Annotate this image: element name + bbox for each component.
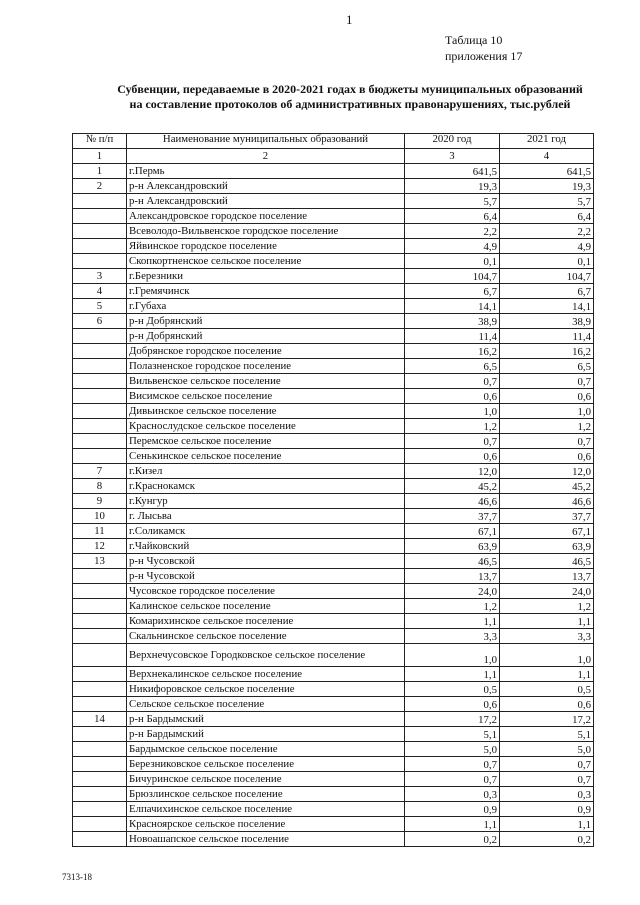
table-row	[73, 832, 594, 847]
municipality-name-cell: Бичуринское сельское поселение	[127, 772, 405, 787]
table-row	[73, 284, 594, 299]
municipality-name-cell: Краснослудское сельское поселение	[127, 419, 405, 434]
table-row	[73, 194, 594, 209]
table-row	[73, 727, 594, 742]
municipality-name-cell: Яйвинское городское поселение	[127, 239, 405, 254]
value-2021-cell: 1,0	[500, 404, 594, 419]
municipality-name-cell: Калинское сельское поселение	[127, 599, 405, 614]
municipality-name-cell: Чусовское городское поселение	[127, 584, 405, 599]
table-row	[73, 359, 594, 374]
table-row	[73, 494, 594, 509]
value-2020-cell: 0,7	[405, 434, 500, 449]
row-number-cell	[73, 344, 127, 359]
value-2020-cell: 1,0	[405, 644, 500, 667]
value-2020-cell: 1,0	[405, 404, 500, 419]
table-body	[73, 164, 594, 847]
value-2021-cell: 0,2	[500, 832, 594, 847]
municipality-name-cell: р-н Добрянский	[127, 329, 405, 344]
value-2021-cell: 0,3	[500, 787, 594, 802]
value-2020-cell: 0,7	[405, 772, 500, 787]
row-number-cell	[73, 757, 127, 772]
row-number-cell: 10	[73, 509, 127, 524]
table-row	[73, 614, 594, 629]
value-2020-cell: 24,0	[405, 584, 500, 599]
municipality-name-cell: г.Соликамск	[127, 524, 405, 539]
municipality-name-cell: Сельское сельское поселение	[127, 697, 405, 712]
value-2020-cell: 6,7	[405, 284, 500, 299]
municipality-name-cell: Брюзлинское сельское поселение	[127, 787, 405, 802]
value-2020-cell: 37,7	[405, 509, 500, 524]
row-number-cell	[73, 359, 127, 374]
municipality-name-cell: Всеволодо-Вильвенское городское поселение	[127, 224, 405, 239]
row-number-cell	[73, 697, 127, 712]
municipality-name-cell: г.Пермь	[127, 164, 405, 179]
value-2021-cell: 5,0	[500, 742, 594, 757]
table-row	[73, 329, 594, 344]
table-row	[73, 374, 594, 389]
table-row	[73, 464, 594, 479]
municipality-name-cell: г.Губаха	[127, 299, 405, 314]
document-title-line1: Субвенции, передаваемые в 2020-2021 годах в бюджеты муниципальных образований	[117, 82, 583, 96]
municipality-name-cell: Верхнекалинское сельское поселение	[127, 667, 405, 682]
value-2021-cell: 17,2	[500, 712, 594, 727]
table-row	[73, 742, 594, 757]
row-number-cell	[73, 787, 127, 802]
value-2021-cell: 45,2	[500, 479, 594, 494]
table-row	[73, 644, 594, 667]
row-number-cell	[73, 404, 127, 419]
value-2020-cell: 641,5	[405, 164, 500, 179]
header-2020: 2020 год	[405, 134, 500, 149]
row-number-cell	[73, 209, 127, 224]
table-row	[73, 224, 594, 239]
municipality-name-cell: Добрянское городское поселение	[127, 344, 405, 359]
value-2020-cell: 19,3	[405, 179, 500, 194]
row-number-cell	[73, 329, 127, 344]
municipality-name-cell: р-н Добрянский	[127, 314, 405, 329]
table-row	[73, 554, 594, 569]
value-2020-cell: 0,7	[405, 757, 500, 772]
row-number-cell: 13	[73, 554, 127, 569]
table-row	[73, 802, 594, 817]
value-2020-cell: 104,7	[405, 269, 500, 284]
value-2021-cell: 12,0	[500, 464, 594, 479]
value-2021-cell: 37,7	[500, 509, 594, 524]
value-2021-cell: 1,1	[500, 817, 594, 832]
page-number: 1	[346, 12, 353, 27]
row-number-cell: 14	[73, 712, 127, 727]
value-2021-cell: 0,9	[500, 802, 594, 817]
value-2021-cell: 0,7	[500, 374, 594, 389]
municipality-name-cell: Вильвенское сельское поселение	[127, 374, 405, 389]
table-row	[73, 209, 594, 224]
table-row	[73, 314, 594, 329]
value-2020-cell: 3,3	[405, 629, 500, 644]
table-reference	[445, 32, 522, 64]
table-row	[73, 787, 594, 802]
table-row	[73, 434, 594, 449]
value-2020-cell: 11,4	[405, 329, 500, 344]
row-number-cell	[73, 254, 127, 269]
value-2021-cell: 641,5	[500, 164, 594, 179]
row-number-cell	[73, 569, 127, 584]
column-number: 2	[127, 149, 405, 164]
value-2021-cell: 6,4	[500, 209, 594, 224]
row-number-cell	[73, 644, 127, 667]
table-row	[73, 629, 594, 644]
table-row	[73, 269, 594, 284]
value-2020-cell: 0,2	[405, 832, 500, 847]
row-number-cell	[73, 742, 127, 757]
row-number-cell	[73, 832, 127, 847]
value-2020-cell: 16,2	[405, 344, 500, 359]
value-2020-cell: 14,1	[405, 299, 500, 314]
municipality-name-cell: Висимское сельское поселение	[127, 389, 405, 404]
value-2021-cell: 38,9	[500, 314, 594, 329]
table-row	[73, 712, 594, 727]
municipality-name-cell: Александровское городское поселение	[127, 209, 405, 224]
value-2021-cell: 6,5	[500, 359, 594, 374]
municipality-name-cell: Сенькинское сельское поселение	[127, 449, 405, 464]
value-2020-cell: 17,2	[405, 712, 500, 727]
row-number-cell	[73, 802, 127, 817]
municipality-name-cell: Новоашапское сельское поселение	[127, 832, 405, 847]
value-2020-cell: 0,7	[405, 374, 500, 389]
value-2021-cell: 0,1	[500, 254, 594, 269]
row-number-cell	[73, 682, 127, 697]
row-number-cell	[73, 434, 127, 449]
row-number-cell	[73, 772, 127, 787]
table-row	[73, 697, 594, 712]
row-number-cell	[73, 194, 127, 209]
value-2021-cell: 46,5	[500, 554, 594, 569]
municipality-name-cell: Красноярское сельское поселение	[127, 817, 405, 832]
row-number-cell: 3	[73, 269, 127, 284]
row-number-cell	[73, 374, 127, 389]
table-row	[73, 164, 594, 179]
header-2021: 2021 год	[500, 134, 594, 149]
municipality-name-cell: Березниковское сельское поселение	[127, 757, 405, 772]
value-2020-cell: 0,3	[405, 787, 500, 802]
value-2020-cell: 6,5	[405, 359, 500, 374]
value-2020-cell: 1,1	[405, 817, 500, 832]
value-2021-cell: 1,1	[500, 667, 594, 682]
row-number-cell	[73, 224, 127, 239]
column-number: 1	[73, 149, 127, 164]
municipality-name-cell: р-н Бардымский	[127, 727, 405, 742]
municipality-name-cell: р-н Александровский	[127, 194, 405, 209]
value-2020-cell: 1,2	[405, 419, 500, 434]
table-row	[73, 449, 594, 464]
table-row	[73, 757, 594, 772]
row-number-cell	[73, 584, 127, 599]
document-title-line2: на составление протоколов об административных правонарушениях, тыс.рублей	[129, 97, 571, 111]
table-header-row	[73, 134, 594, 149]
value-2020-cell: 46,6	[405, 494, 500, 509]
value-2020-cell: 0,6	[405, 389, 500, 404]
row-number-cell: 7	[73, 464, 127, 479]
column-numbers-row	[73, 149, 594, 164]
row-number-cell	[73, 419, 127, 434]
table-row	[73, 509, 594, 524]
value-2020-cell: 5,1	[405, 727, 500, 742]
value-2021-cell: 63,9	[500, 539, 594, 554]
municipality-name-cell: г. Лысьва	[127, 509, 405, 524]
municipality-name-cell: р-н Чусовской	[127, 569, 405, 584]
row-number-cell: 9	[73, 494, 127, 509]
municipality-name-cell: р-н Чусовской	[127, 554, 405, 569]
municipality-name-cell: г.Чайковский	[127, 539, 405, 554]
value-2021-cell: 46,6	[500, 494, 594, 509]
value-2021-cell: 24,0	[500, 584, 594, 599]
row-number-cell: 11	[73, 524, 127, 539]
value-2020-cell: 5,7	[405, 194, 500, 209]
value-2020-cell: 63,9	[405, 539, 500, 554]
value-2021-cell: 2,2	[500, 224, 594, 239]
value-2021-cell: 0,5	[500, 682, 594, 697]
table-row	[73, 599, 594, 614]
value-2020-cell: 13,7	[405, 569, 500, 584]
value-2021-cell: 0,7	[500, 772, 594, 787]
value-2021-cell: 11,4	[500, 329, 594, 344]
value-2021-cell: 16,2	[500, 344, 594, 359]
row-number-cell	[73, 599, 127, 614]
value-2021-cell: 3,3	[500, 629, 594, 644]
value-2020-cell: 5,0	[405, 742, 500, 757]
value-2020-cell: 38,9	[405, 314, 500, 329]
table-row	[73, 479, 594, 494]
row-number-cell: 2	[73, 179, 127, 194]
document-title	[60, 82, 640, 112]
value-2020-cell: 46,5	[405, 554, 500, 569]
value-2021-cell: 0,6	[500, 389, 594, 404]
municipality-name-cell: г.Березники	[127, 269, 405, 284]
value-2020-cell: 1,1	[405, 667, 500, 682]
table-row	[73, 299, 594, 314]
row-number-cell: 4	[73, 284, 127, 299]
table-row	[73, 772, 594, 787]
column-number: 4	[500, 149, 594, 164]
value-2020-cell: 0,1	[405, 254, 500, 269]
value-2020-cell: 0,9	[405, 802, 500, 817]
municipality-name-cell: Бардымское сельское поселение	[127, 742, 405, 757]
row-number-cell	[73, 629, 127, 644]
municipality-name-cell: Скопкортненское сельское поселение	[127, 254, 405, 269]
municipality-name-cell: р-н Александровский	[127, 179, 405, 194]
row-number-cell	[73, 389, 127, 404]
table-row	[73, 667, 594, 682]
value-2021-cell: 0,7	[500, 434, 594, 449]
table-row	[73, 239, 594, 254]
row-number-cell: 5	[73, 299, 127, 314]
header-number: № п/п	[73, 134, 127, 149]
table-row	[73, 344, 594, 359]
value-2021-cell: 5,1	[500, 727, 594, 742]
municipality-name-cell: Перемское сельское поселение	[127, 434, 405, 449]
municipality-name-cell: Комарихинское сельское поселение	[127, 614, 405, 629]
value-2020-cell: 2,2	[405, 224, 500, 239]
value-2020-cell: 4,9	[405, 239, 500, 254]
municipality-name-cell: Скальнинское сельское поселение	[127, 629, 405, 644]
table-row	[73, 524, 594, 539]
value-2020-cell: 0,5	[405, 682, 500, 697]
value-2021-cell: 1,2	[500, 599, 594, 614]
value-2021-cell: 0,7	[500, 757, 594, 772]
value-2021-cell: 0,6	[500, 697, 594, 712]
row-number-cell: 6	[73, 314, 127, 329]
value-2020-cell: 45,2	[405, 479, 500, 494]
row-number-cell	[73, 239, 127, 254]
table-row	[73, 404, 594, 419]
municipality-name-cell: Полазненское городское поселение	[127, 359, 405, 374]
row-number-cell	[73, 727, 127, 742]
subsidy-table	[72, 133, 594, 847]
row-number-cell	[73, 667, 127, 682]
row-number-cell	[73, 614, 127, 629]
municipality-name-cell: г.Кунгур	[127, 494, 405, 509]
table-row	[73, 682, 594, 697]
value-2021-cell: 13,7	[500, 569, 594, 584]
value-2021-cell: 104,7	[500, 269, 594, 284]
table-row	[73, 179, 594, 194]
municipality-name-cell: Верхнечусовское Городковское сельское поселение	[127, 644, 405, 667]
municipality-name-cell: Дивьинское сельское поселение	[127, 404, 405, 419]
value-2021-cell: 14,1	[500, 299, 594, 314]
row-number-cell	[73, 817, 127, 832]
table-row	[73, 539, 594, 554]
value-2021-cell: 5,7	[500, 194, 594, 209]
row-number-cell: 1	[73, 164, 127, 179]
row-number-cell: 8	[73, 479, 127, 494]
value-2020-cell: 0,6	[405, 697, 500, 712]
table-row	[73, 569, 594, 584]
municipality-name-cell: г.Гремячинск	[127, 284, 405, 299]
table-reference-line2: приложения 17	[445, 49, 523, 63]
value-2020-cell: 67,1	[405, 524, 500, 539]
value-2021-cell: 67,1	[500, 524, 594, 539]
table-row	[73, 389, 594, 404]
value-2021-cell: 1,2	[500, 419, 594, 434]
value-2021-cell: 0,6	[500, 449, 594, 464]
table-row	[73, 254, 594, 269]
value-2020-cell: 6,4	[405, 209, 500, 224]
row-number-cell	[73, 449, 127, 464]
table-row	[73, 419, 594, 434]
value-2020-cell: 0,6	[405, 449, 500, 464]
municipality-name-cell: г.Кизел	[127, 464, 405, 479]
value-2020-cell: 1,2	[405, 599, 500, 614]
value-2020-cell: 12,0	[405, 464, 500, 479]
municipality-name-cell: Елпачихинское сельское поселение	[127, 802, 405, 817]
value-2021-cell: 1,1	[500, 614, 594, 629]
municipality-name-cell: г.Краснокамск	[127, 479, 405, 494]
value-2021-cell: 19,3	[500, 179, 594, 194]
value-2021-cell: 4,9	[500, 239, 594, 254]
table-row	[73, 817, 594, 832]
value-2020-cell: 1,1	[405, 614, 500, 629]
table-reference-line1: Таблица 10	[445, 33, 503, 47]
table-row	[73, 584, 594, 599]
column-number: 3	[405, 149, 500, 164]
value-2021-cell: 6,7	[500, 284, 594, 299]
header-name: Наименование муниципальных образований	[127, 134, 405, 149]
row-number-cell: 12	[73, 539, 127, 554]
value-2021-cell: 1,0	[500, 644, 594, 667]
footer-code: 7313-18	[62, 872, 92, 882]
municipality-name-cell: Никифоровское сельское поселение	[127, 682, 405, 697]
municipality-name-cell: р-н Бардымский	[127, 712, 405, 727]
